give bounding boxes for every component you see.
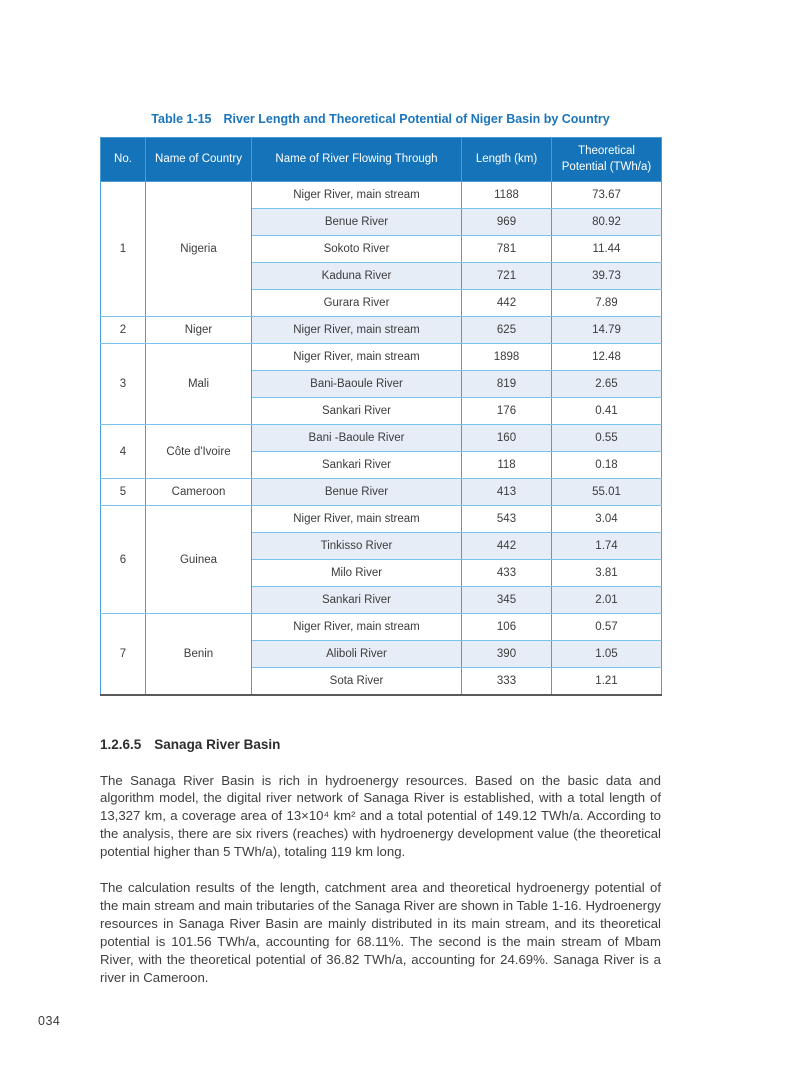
cell-river: Sankari River bbox=[252, 587, 462, 614]
cell-country: Guinea bbox=[146, 506, 252, 614]
cell-river: Kaduna River bbox=[252, 263, 462, 290]
cell-length: 969 bbox=[462, 209, 552, 236]
table-body bbox=[101, 182, 662, 695]
cell-potential: 39.73 bbox=[552, 263, 662, 290]
cell-no: 5 bbox=[101, 479, 146, 506]
cell-river: Benue River bbox=[252, 209, 462, 236]
cell-potential: 73.67 bbox=[552, 182, 662, 209]
cell-length: 433 bbox=[462, 560, 552, 587]
table-row bbox=[101, 425, 662, 452]
cell-river: Benue River bbox=[252, 479, 462, 506]
cell-potential: 14.79 bbox=[552, 317, 662, 344]
cell-river: Niger River, main stream bbox=[252, 614, 462, 641]
cell-river: Milo River bbox=[252, 560, 462, 587]
page-content bbox=[100, 0, 661, 986]
table-row bbox=[101, 317, 662, 344]
cell-river: Bani-Baoule River bbox=[252, 371, 462, 398]
table-row bbox=[101, 344, 662, 371]
cell-country: Mali bbox=[146, 344, 252, 425]
cell-river: Niger River, main stream bbox=[252, 506, 462, 533]
table-header bbox=[101, 138, 662, 182]
cell-length: 345 bbox=[462, 587, 552, 614]
cell-country: Benin bbox=[146, 614, 252, 695]
river-table bbox=[100, 137, 662, 696]
cell-no: 1 bbox=[101, 182, 146, 317]
cell-length: 390 bbox=[462, 641, 552, 668]
cell-length: 413 bbox=[462, 479, 552, 506]
cell-no: 6 bbox=[101, 506, 146, 614]
header-cell-potential: Theoretical Potential (TWh/a) bbox=[552, 138, 662, 182]
cell-length: 176 bbox=[462, 398, 552, 425]
cell-potential: 11.44 bbox=[552, 236, 662, 263]
cell-no: 7 bbox=[101, 614, 146, 695]
cell-potential: 3.81 bbox=[552, 560, 662, 587]
cell-length: 543 bbox=[462, 506, 552, 533]
cell-no: 4 bbox=[101, 425, 146, 479]
cell-country: Cameroon bbox=[146, 479, 252, 506]
cell-river: Aliboli River bbox=[252, 641, 462, 668]
header-cell-length: Length (km) bbox=[462, 138, 552, 182]
cell-length: 1898 bbox=[462, 344, 552, 371]
table-row bbox=[101, 479, 662, 506]
cell-length: 625 bbox=[462, 317, 552, 344]
cell-potential: 3.04 bbox=[552, 506, 662, 533]
table-row bbox=[101, 614, 662, 641]
section-title: Sanaga River Basin bbox=[154, 736, 281, 752]
cell-country: Côte d'Ivoire bbox=[146, 425, 252, 479]
cell-potential: 1.05 bbox=[552, 641, 662, 668]
cell-river: Niger River, main stream bbox=[252, 344, 462, 371]
section-number: 1.2.6.5 bbox=[100, 736, 142, 752]
table-title-label: Table 1-15 bbox=[151, 112, 212, 126]
table-title-text: River Length and Theoretical Potential of Niger Basin by Country bbox=[223, 112, 610, 126]
header-cell-country: Name of Country bbox=[146, 138, 252, 182]
cell-river: Bani -Baoule River bbox=[252, 425, 462, 452]
cell-river: Sankari River bbox=[252, 452, 462, 479]
cell-country: Niger bbox=[146, 317, 252, 344]
cell-no: 2 bbox=[101, 317, 146, 344]
header-row bbox=[101, 138, 662, 182]
cell-potential: 2.01 bbox=[552, 587, 662, 614]
table-row bbox=[101, 506, 662, 533]
cell-river: Gurara River bbox=[252, 290, 462, 317]
cell-potential: 1.74 bbox=[552, 533, 662, 560]
cell-river: Sokoto River bbox=[252, 236, 462, 263]
page-number: 034 bbox=[38, 1014, 61, 1028]
cell-potential: 7.89 bbox=[552, 290, 662, 317]
cell-no: 3 bbox=[101, 344, 146, 425]
cell-potential: 12.48 bbox=[552, 344, 662, 371]
cell-length: 442 bbox=[462, 290, 552, 317]
cell-potential: 1.21 bbox=[552, 668, 662, 695]
cell-river: Tinkisso River bbox=[252, 533, 462, 560]
cell-length: 721 bbox=[462, 263, 552, 290]
cell-river: Niger River, main stream bbox=[252, 182, 462, 209]
cell-potential: 2.65 bbox=[552, 371, 662, 398]
cell-potential: 0.57 bbox=[552, 614, 662, 641]
cell-length: 1188 bbox=[462, 182, 552, 209]
paragraph: The calculation results of the length, catchment area and theoretical hydroenergy potential of the main stream and main tributaries of the Sanaga River are shown in Table 1-16. Hydroenergy resources in Sanaga River Basin are mainly distributed in its main stream, and its theoretical potential is 101.56 TWh/a, accounting for 68.11%. The second is the main stream of Mbam River, with the theoretical potential of 36.82 TWh/a, accounting for 24.69%. Sanaga River is a river in Cameroon. bbox=[100, 880, 661, 985]
cell-length: 333 bbox=[462, 668, 552, 695]
section-heading bbox=[100, 737, 661, 752]
cell-country: Nigeria bbox=[146, 182, 252, 317]
cell-potential: 0.18 bbox=[552, 452, 662, 479]
table-row bbox=[101, 182, 662, 209]
paragraph: The Sanaga River Basin is rich in hydroenergy resources. Based on the basic data and algorithm model, the digital river network of Sanaga River is established, with a total length of 13,327 km, a coverage area of 13×10⁴ km² and a total potential of 149.12 TWh/a. According to the analysis, there are six rivers (reaches) with hydroenergy development value (the theoretical potential higher than 5 TWh/a), totaling 119 km long. bbox=[100, 772, 661, 860]
header-cell-river: Name of River Flowing Through bbox=[252, 138, 462, 182]
table-title bbox=[100, 112, 661, 126]
cell-river: Sankari River bbox=[252, 398, 462, 425]
header-cell-no: No. bbox=[101, 138, 146, 182]
cell-potential: 55.01 bbox=[552, 479, 662, 506]
cell-potential: 80.92 bbox=[552, 209, 662, 236]
cell-river: Niger River, main stream bbox=[252, 317, 462, 344]
cell-length: 819 bbox=[462, 371, 552, 398]
cell-length: 160 bbox=[462, 425, 552, 452]
cell-length: 442 bbox=[462, 533, 552, 560]
cell-length: 781 bbox=[462, 236, 552, 263]
cell-potential: 0.55 bbox=[552, 425, 662, 452]
cell-length: 118 bbox=[462, 452, 552, 479]
cell-potential: 0.41 bbox=[552, 398, 662, 425]
cell-length: 106 bbox=[462, 614, 552, 641]
cell-river: Sota River bbox=[252, 668, 462, 695]
